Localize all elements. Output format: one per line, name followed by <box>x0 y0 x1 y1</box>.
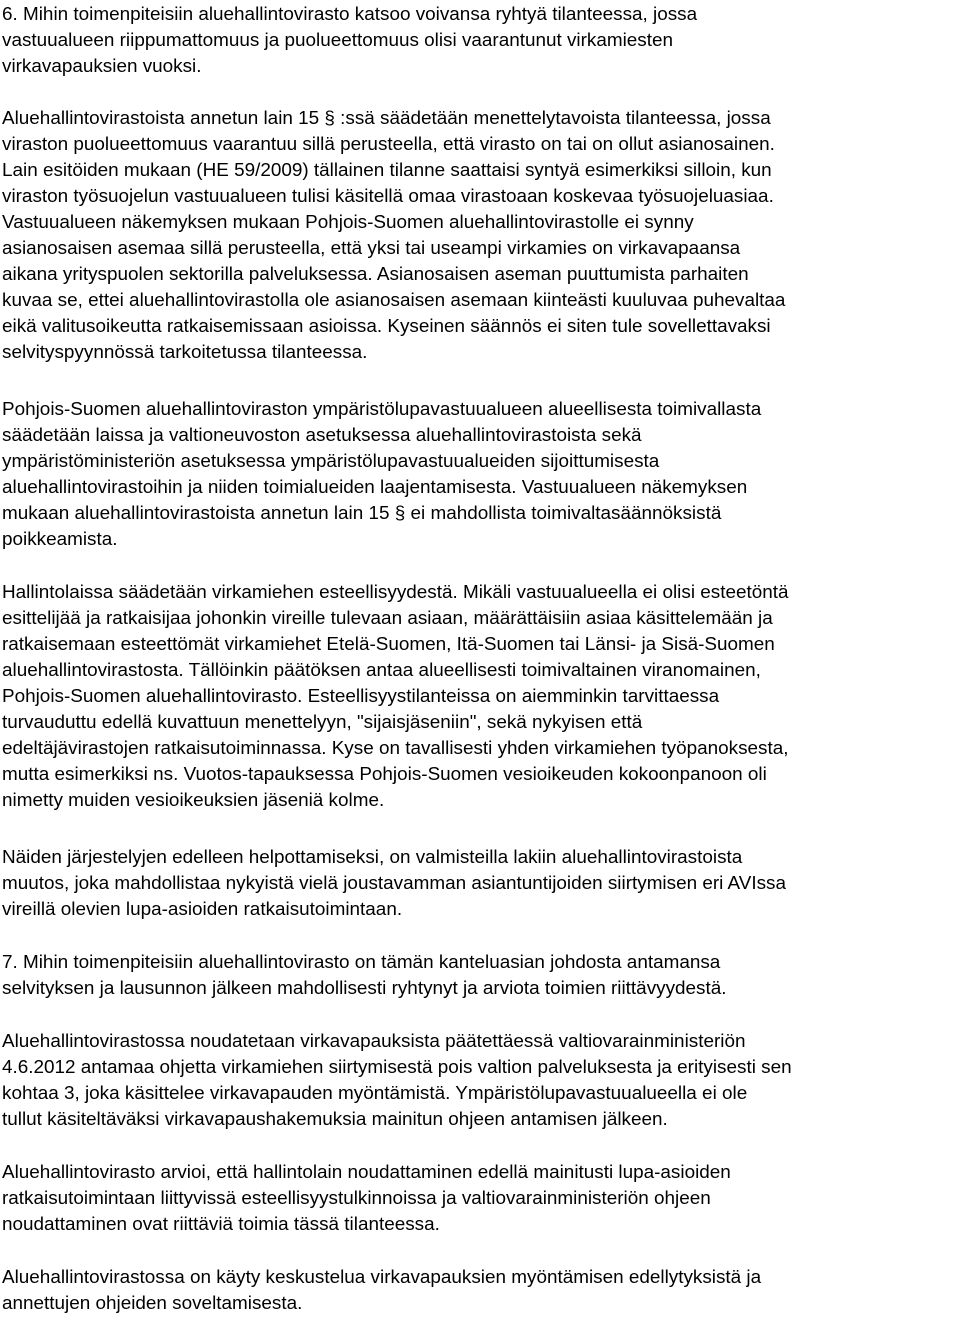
paragraph-line: mukaan aluehallintovirastoista annetun lain 15 § ei mahdollista toimivaltasäännöksistä <box>2 503 722 524</box>
paragraph-line: säädetään laissa ja valtioneuvoston asetuksessa aluehallintovirastoista sekä <box>2 425 642 446</box>
paragraph-line: tullut käsiteltäväksi virkavapaushakemuksia mainitun ohjeen antamisen jälkeen. <box>2 1109 668 1130</box>
paragraph-line: aikana yrityspuolen sektorilla palveluksessa. Asianosaisen aseman puuttumista parhaiten <box>2 264 749 285</box>
paragraph-line: ympäristöministeriön asetuksessa ympäristölupavastuualueiden sijoittumisesta <box>2 451 660 472</box>
question-6-heading-line-1: 6. Mihin toimenpiteisiin aluehallintovirasto katsoo voivansa ryhtyä tilanteessa, jossa <box>2 4 698 25</box>
question-7-heading-line-2: selvityksen ja lausunnon jälkeen mahdollisesti ryhtynyt ja arviota toimien riittävyydestä. <box>2 978 727 999</box>
paragraph-line: esittelijää ja ratkaisijaa johonkin vireille tulevaan asiaan, määrättäisiin asiaa käsittelemään ja <box>2 608 773 629</box>
paragraph-line: annettujen ohjeiden soveltamisesta. <box>2 1293 303 1314</box>
paragraph-line: aluehallintovirastosta. Tällöinkin päätöksen antaa alueellisesti toimivaltainen viranomainen, <box>2 660 761 681</box>
paragraph-line: viraston työsuojelun vastuualueen tulisi käsitellä omaa virastoaan koskevaa työsuojeluasiaa. <box>2 186 774 207</box>
paragraph-line: eikä valitusoikeutta ratkaisemissaan asioissa. Kyseinen säännös ei siten tule sovellettavaksi <box>2 316 771 337</box>
paragraph-line: Lain esitöiden mukaan (HE 59/2009) tällainen tilanne saattaisi syntyä esimerkiksi silloin, kun <box>2 160 772 181</box>
paragraph-line: Aluehallintovirastossa noudatetaan virkavapauksista päätettäessä valtiovarainministeriön <box>2 1031 746 1052</box>
paragraph-line: poikkeamista. <box>2 529 118 550</box>
question-7-heading-line-1: 7. Mihin toimenpiteisiin aluehallintovirasto on tämän kanteluasian johdosta antamansa <box>2 952 721 973</box>
question-6-heading-line-3: virkavapauksien vuoksi. <box>2 56 202 77</box>
paragraph-line: edeltäjävirastojen ratkaisutoiminnassa. Kyse on tavallisesti yhden virkamiehen työpanoksesta, <box>2 738 789 759</box>
paragraph-line: Hallintolaissa säädetään virkamiehen esteellisyydestä. Mikäli vastuualueella ei olisi esteetöntä <box>2 582 789 603</box>
paragraph-line: Näiden järjestelyjen edelleen helpottamiseksi, on valmisteilla lakiin aluehallintovirastoista <box>2 847 743 868</box>
paragraph-line: mutta esimerkiksi ns. Vuotos-tapauksessa Pohjois-Suomen vesioikeuden kokoonpanoon oli <box>2 764 767 785</box>
paragraph-line: Aluehallintovirastossa on käyty keskustelua virkavapauksien myöntämisen edellytyksistä ja <box>2 1267 762 1288</box>
paragraph-line: Vastuualueen näkemyksen mukaan Pohjois-Suomen aluehallintovirastolle ei synny <box>2 212 694 233</box>
paragraph-line: Pohjois-Suomen aluehallintovirasto. Esteellisyystilanteissa on aiemminkin tarvittaessa <box>2 686 720 707</box>
paragraph-line: Aluehallintovirasto arvioi, että hallintolain noudattaminen edellä mainitusti lupa-asioiden <box>2 1162 731 1183</box>
paragraph-line: kohtaa 3, joka käsittelee virkavapauden myöntämistä. Ympäristölupavastuualueella ei ole <box>2 1083 748 1104</box>
paragraph-line: viraston puolueettomuus vaarantuu sillä perusteella, että virasto on tai on ollut asianosainen. <box>2 134 775 155</box>
paragraph-line: Pohjois-Suomen aluehallintoviraston ympäristölupavastuualueen alueellisesta toimivallasta <box>2 399 762 420</box>
paragraph-line: Aluehallintovirastoista annetun lain 15 § :ssä säädetään menettelytavoista tilanteessa, jossa <box>2 108 771 129</box>
paragraph-line: kuvaa se, ettei aluehallintovirastolla ole asianosaisen asemaan kiinteästi kuuluvaa puhevaltaa <box>2 290 786 311</box>
paragraph-line: selvityspyynnössä tarkoitetussa tilanteessa. <box>2 342 368 363</box>
paragraph-line: turvauduttu edellä kuvattuun menettelyyn, "sijaisjäseniin", sekä nykyisen että <box>2 712 643 733</box>
question-6-heading-line-2: vastuualueen riippumattomuus ja puolueettomuus olisi vaarantunut virkamiesten <box>2 30 673 51</box>
paragraph-line: ratkaisutoimintaan liittyvissä esteellisyystulkinnoissa ja valtiovarainministeriön ohjeen <box>2 1188 711 1209</box>
paragraph-line: asianosaisen asemaa sillä perusteella, että yksi tai useampi virkamies on virkavapaansa <box>2 238 741 259</box>
paragraph-line: noudattaminen ovat riittäviä toimia tässä tilanteessa. <box>2 1214 440 1235</box>
paragraph-line: muutos, joka mahdollistaa nykyistä vielä joustavamman asiantuntijoiden siirtymisen eri AVIssa <box>2 873 786 894</box>
paragraph-line: vireillä olevien lupa-asioiden ratkaisutoimintaan. <box>2 899 403 920</box>
paragraph-line: 4.6.2012 antamaa ohjetta virkamiehen siirtymisestä pois valtion palveluksesta ja erityisesti sen <box>2 1057 792 1078</box>
paragraph-line: ratkaisemaan esteettömät virkamiehet Etelä-Suomen, Itä-Suomen tai Länsi- ja Sisä-Suomen <box>2 634 775 655</box>
paragraph-line: nimetty muiden vesioikeuksien jäseniä kolme. <box>2 790 385 811</box>
paragraph-line: aluehallintovirastoihin ja niiden toimialueiden laajentamisesta. Vastuualueen näkemyksen <box>2 477 748 498</box>
